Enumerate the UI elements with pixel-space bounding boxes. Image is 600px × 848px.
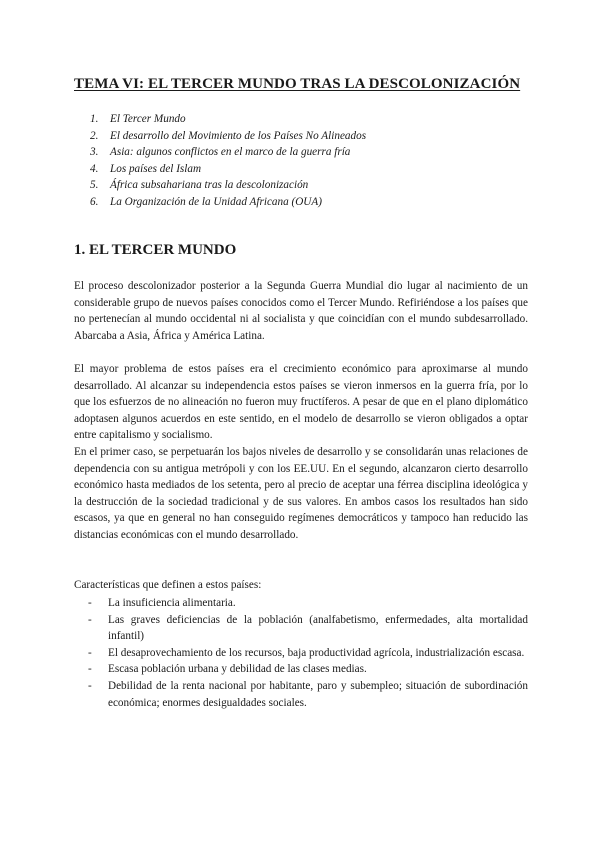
characteristics-list [88, 595, 528, 711]
list-item-text: Las graves deficiencias de la población (analfabetismo, enfermedades, alta mortalidad infantil) [108, 613, 528, 643]
toc-item-number: 6. [90, 195, 99, 208]
toc-item-label: Asia: algunos conflictos en el marco de la guerra fría [110, 146, 351, 159]
toc-item [90, 194, 366, 211]
toc-item-number: 2. [90, 129, 99, 142]
toc-item [90, 128, 366, 145]
document-title: TEMA VI: EL TERCER MUNDO TRAS LA DESCOLONIZACIÓN [74, 76, 521, 92]
list-item-text: Escasa población urbana y debilidad de las clases medias. [108, 663, 367, 676]
list-item [88, 678, 528, 711]
toc-item [90, 177, 366, 194]
list-intro-paragraph: Características que definen a estos países: [74, 579, 262, 591]
toc-item [90, 111, 366, 128]
toc-item-label: El desarrollo del Movimiento de los Países No Alineados [110, 129, 367, 142]
bullet-dash: - [88, 663, 92, 676]
body-paragraph: En el primer caso, se perpetuarán los bajos niveles de desarrollo y se consolidarán unas relaciones de dependencia con su antigua metrópoli y con los EE.UU. En el segundo, alcanzaron cierto desarrollo económico hasta mediados de los setenta, pero al precio de aceptar una férrea disciplina ideológica y la destrucción de la sociedad tradicional y de sus valores. En ambos casos los resultados han sido escasos, ya que en general no han conseguido regímenes democráticos y tampoco han reducido las distancias económicas con el mundo desarrollado. [74, 446, 528, 541]
list-item-text: La insuficiencia alimentaria. [108, 597, 236, 609]
toc-item [90, 161, 366, 178]
toc-item [90, 144, 366, 161]
list-item [88, 612, 528, 645]
toc-item-number: 1. [90, 113, 99, 125]
toc-item-label: El Tercer Mundo [110, 113, 186, 125]
toc-item-number: 4. [90, 162, 99, 175]
bullet-dash: - [88, 646, 92, 659]
toc-item-label: África subsahariana tras la descolonización [110, 179, 309, 192]
list-item-text: El desaprovechamiento de los recursos, baja productividad agrícola, industrialización escasa. [108, 646, 525, 659]
list-item [88, 595, 528, 612]
list-item-text: Debilidad de la renta nacional por habitante, paro y subempleo; situación de subordinación económica; enormes desigualdades sociales. [108, 679, 528, 709]
bullet-dash: - [88, 597, 92, 609]
bullet-dash: - [88, 613, 92, 626]
list-item [88, 661, 528, 678]
toc-item-label: La Organización de la Unidad Africana (OUA) [110, 195, 322, 208]
list-item [88, 645, 528, 662]
bullet-dash: - [88, 679, 92, 692]
toc-item-label: Los países del Islam [110, 162, 202, 175]
body-paragraph: El proceso descolonizador posterior a la Segunda Guerra Mundial dio lugar al nacimiento de un considerable grupo de nuevos países conocidos como el Tercer Mundo. Refiriéndose a los países que no pertenecían al mundo occidental ni al socialista y que coincidían con el mundo subdesarrollado. Abarcaba a Asia, África y América Latina. [74, 280, 528, 342]
table-of-contents [90, 111, 366, 211]
body-paragraph: El mayor problema de estos países era el crecimiento económico para aproximarse al mundo desarrollado. Al alcanzar su independencia estos países se vieron inmersos en la guerra fría, por lo que los esfuerzos de no alineación no fueron muy fructíferos. A pesar de que en el plano diplomático adoptasen algunos acuerdos en este sentido, en el modelo de desarrollo se vieron obligados a optar entre capitalismo y socialismo. [74, 363, 528, 442]
section-heading: 1. EL TERCER MUNDO [74, 242, 237, 258]
toc-item-number: 3. [90, 146, 99, 159]
toc-item-number: 5. [90, 179, 99, 192]
